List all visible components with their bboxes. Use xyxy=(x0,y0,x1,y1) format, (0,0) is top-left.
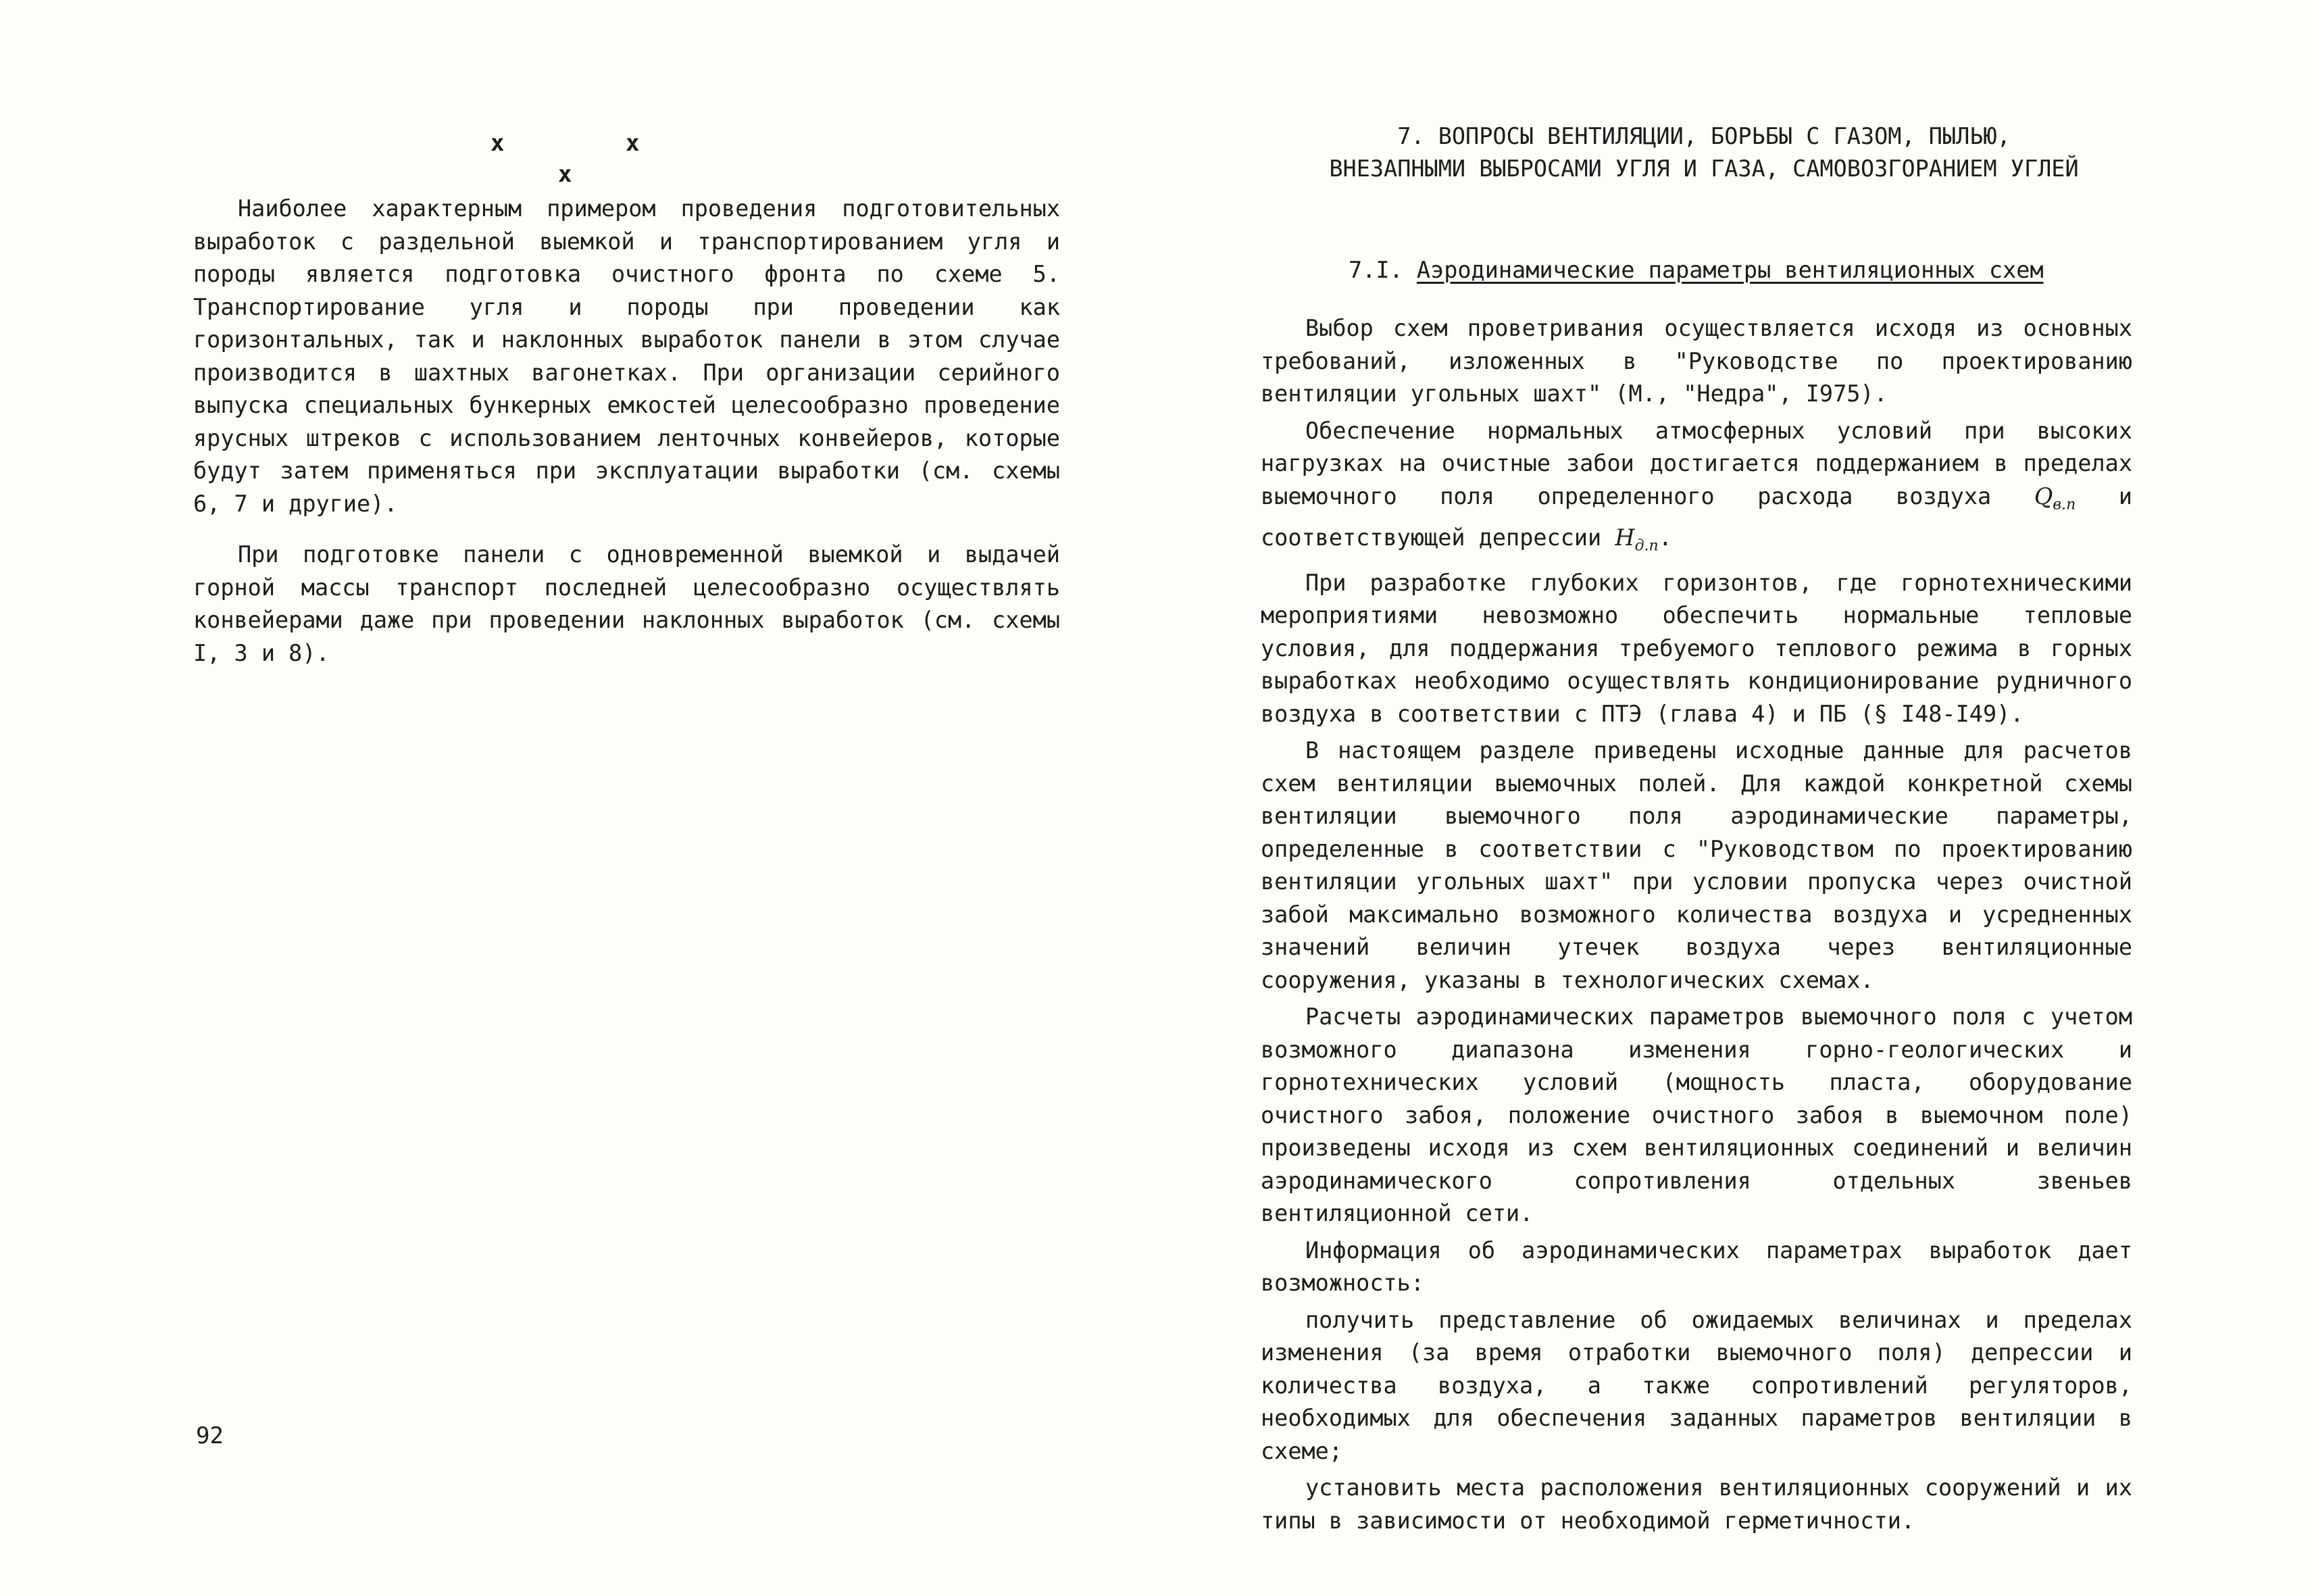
paragraph xyxy=(1261,415,2132,563)
airflow-symbol xyxy=(2034,482,2076,514)
left-body xyxy=(193,193,1060,670)
symbol-letter: H xyxy=(1615,524,1635,551)
paragraph: Информация об аэродинамических параметрах выработок дает возможность: xyxy=(1261,1237,2132,1297)
paragraph: получить представление об ожидаемых величинах и пределах изменения (за время отработки выемочного поля) депрессии и количества воздуха, а также сопротивлений регуляторов, необходимых для обеспечения заданных параметров вентиляции в схеме; xyxy=(1261,1306,2132,1464)
chapter-title-line: ВНЕЗАПНЫМИ ВЫБРОСАМИ УГЛЯ И ГАЗА, САМОВОЗГОРАНИЕМ УГЛЕЙ xyxy=(1329,155,2079,182)
paragraph: При подготовке панели с одновременной выемкой и выдачей горной массы транспорт последней целесообразно осуществлять конвейерами даже при проведении наклонных выработок (см. схемы I, 3 и 8). xyxy=(193,541,1060,666)
section-title: Аэродинамические параметры вентиляционных схем xyxy=(1416,257,2044,283)
paragraph: В настоящем разделе приведены исходные данные для расчетов схем вентиляции выемочных полей. Для каждой конкретной схемы вентиляции выемочного поля аэродинамические параметры, определенные в соответствии с "Руководством по проектированию вентиляции угольных шахт" при условии пропуска через очистной забой максимально возможного количества воздуха и усредненных значений величин утечек воздуха через вентиляционные сооружения, указаны в технологических схемах. xyxy=(1261,737,2132,993)
page-number: 92 xyxy=(196,1422,224,1449)
text-run: . xyxy=(1658,524,1672,551)
text-run: Обеспечение нормальных атмосферных условий при высоких нагрузках на очистные забои достигается поддержанием в пределах выемочного поля определенного расхода воздуха xyxy=(1261,417,2132,509)
section-number: 7.I. xyxy=(1349,257,1403,283)
paragraph: установить места расположения вентиляционных сооружений и их типы в зависимости от необходимой герметичности. xyxy=(1261,1474,2132,1534)
chapter-title-line: 7. ВОПРОСЫ ВЕНТИЛЯЦИИ, БОРЬБЫ С ГАЗОМ, ПЫЛЬЮ, xyxy=(1397,123,2011,149)
symbol-subscript: в.п xyxy=(2053,496,2076,514)
chapter-title xyxy=(1211,120,2197,185)
paragraph: Выбор схем проветривания осуществляется исходя из основных требований, изложенных в "Руководстве по проектированию вентиляции угольных шахт" (М., "Недра", I975). xyxy=(1261,315,2132,407)
right-page xyxy=(1157,0,2314,1596)
paragraph: Расчеты аэродинамических параметров выемочного поля с учетом возможного диапазона изменения горно-геологических и горнотехнических условий (мощность пласта, оборудование очистного забоя, положение очистного забоя в выемочном поле) произведены исходя из схем вентиляционных соединений и величин аэродинамического сопротивления отдельных звеньев вентиляционной сети. xyxy=(1261,1003,2132,1227)
right-body xyxy=(1261,312,2132,1537)
ornament-mark: x xyxy=(491,130,505,157)
paragraph: При разработке глубоких горизонтов, где горнотехническими мероприятиями невозможно обеспечить нормальные тепловые условия, для поддержания требуемого теплового режима в горных выработках необходимо осуществлять кондиционирование рудничного воздуха в соответствии с ПТЭ (глава 4) и ПБ (§ I48-I49). xyxy=(1261,569,2132,727)
symbol-subscript: д.п xyxy=(1634,537,1659,555)
paragraph: Наиболее характерным примером проведения подготовительных выработок с раздельной выемкой и транспортированием угля и породы является подготовка очистного фронта по схеме 5. Транспортирование угля и породы при проведении как горизонтальных, так и наклонных выработок панели в этом случае производится в шахтных вагонетках. При организации серийного выпуска специальных бункерных емкостей целесообразно проведение ярусных штреков с использованием ленточных конвейеров, которые будут затем применяться при эксплуатации выработки (см. схемы 6, 7 и другие). xyxy=(193,195,1060,517)
section-heading xyxy=(1349,254,2044,286)
text-run: и соответствующей депрессии xyxy=(1261,482,2132,551)
ornament-mark: x xyxy=(558,161,572,188)
ornament-mark: x xyxy=(626,130,640,157)
symbol-letter: Q xyxy=(2034,482,2053,509)
depression-symbol xyxy=(1615,524,1659,555)
